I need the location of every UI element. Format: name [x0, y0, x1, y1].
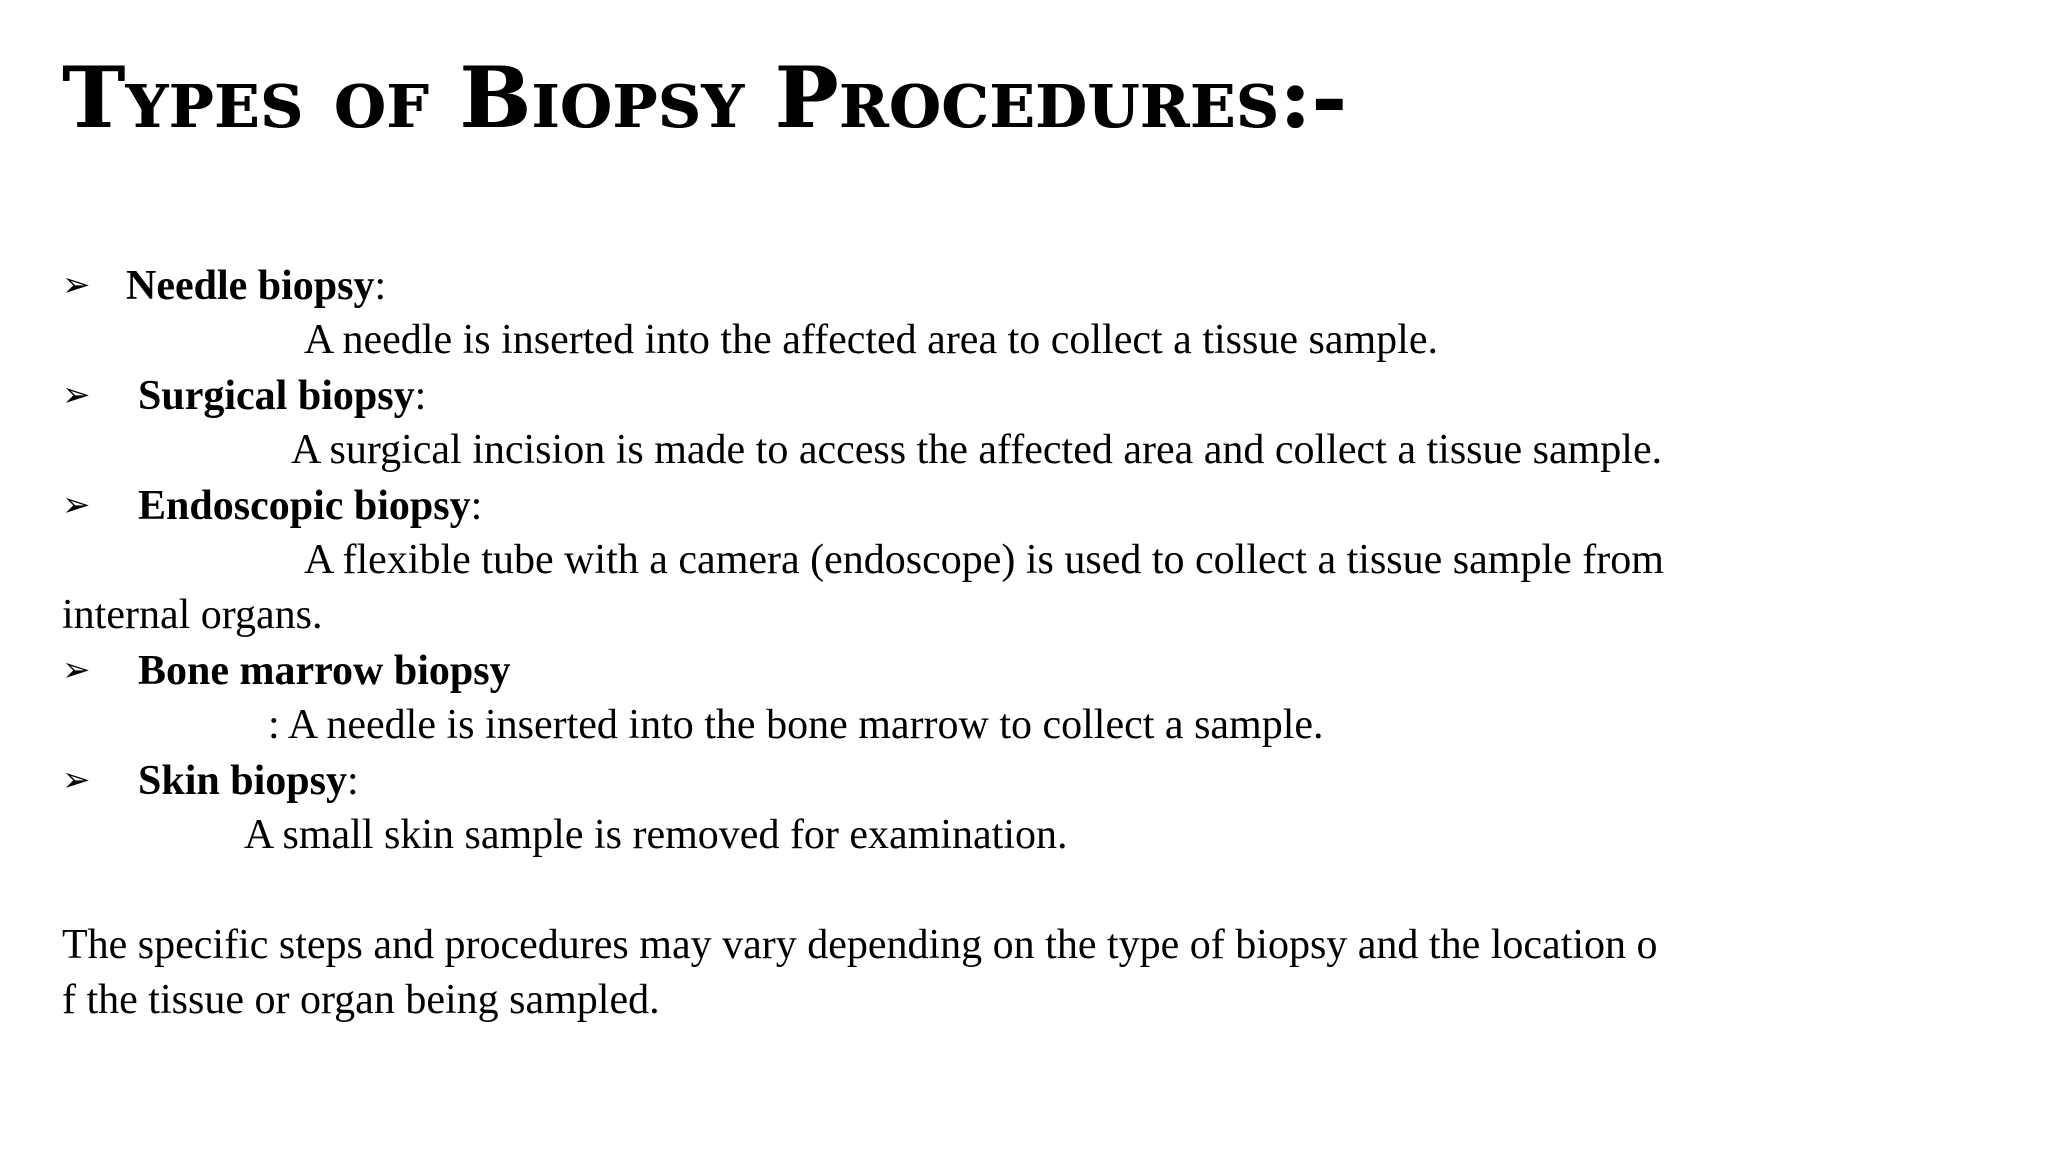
list-item-needle-biopsy: [62, 258, 1862, 313]
item-term: Needle biopsy: [126, 263, 375, 309]
item-term-suffix: :: [414, 373, 427, 419]
item-term: Bone marrow biopsy: [138, 648, 511, 694]
item-term: Skin biopsy: [138, 758, 347, 804]
slide-title: Types of Biopsy Procedures:-: [62, 48, 1348, 147]
item-description: A surgical incision is made to access the affected area and collect a tissue sample.: [291, 427, 1663, 473]
arrow-bullet-icon: ➢: [62, 485, 91, 525]
item-term-suffix: :: [346, 758, 359, 804]
arrow-bullet-icon: ➢: [62, 265, 91, 305]
list-item-surgical-biopsy: [62, 368, 1862, 423]
arrow-bullet-icon: ➢: [62, 650, 91, 690]
list-item-bone-marrow-biopsy: [62, 643, 1862, 698]
arrow-bullet-icon: ➢: [62, 375, 91, 415]
item-description: : A needle is inserted into the bone marrow to collect a sample.: [268, 702, 1324, 748]
spacer: [62, 863, 1862, 918]
closing-note-line-2: f the tissue or organ being sampled.: [62, 977, 660, 1023]
closing-note-line-1: The specific steps and procedures may vary depending on the type of biopsy and the location o: [62, 922, 1658, 968]
item-description: A needle is inserted into the affected area to collect a tissue sample.: [304, 317, 1438, 363]
list-item-endoscopic-biopsy: [62, 478, 1862, 533]
list-item-skin-biopsy: [62, 753, 1862, 808]
item-term-suffix: :: [374, 263, 387, 309]
item-description: A small skin sample is removed for examination.: [244, 812, 1068, 858]
item-description-continued: internal organs.: [62, 592, 323, 638]
item-description: A flexible tube with a camera (endoscope) is used to collect a tissue sample from: [304, 537, 1664, 583]
item-term: Endoscopic biopsy: [138, 483, 471, 529]
item-term-suffix: :: [470, 483, 483, 529]
arrow-bullet-icon: ➢: [62, 760, 91, 800]
biopsy-list: [62, 258, 1862, 1028]
item-term: Surgical biopsy: [138, 373, 415, 419]
